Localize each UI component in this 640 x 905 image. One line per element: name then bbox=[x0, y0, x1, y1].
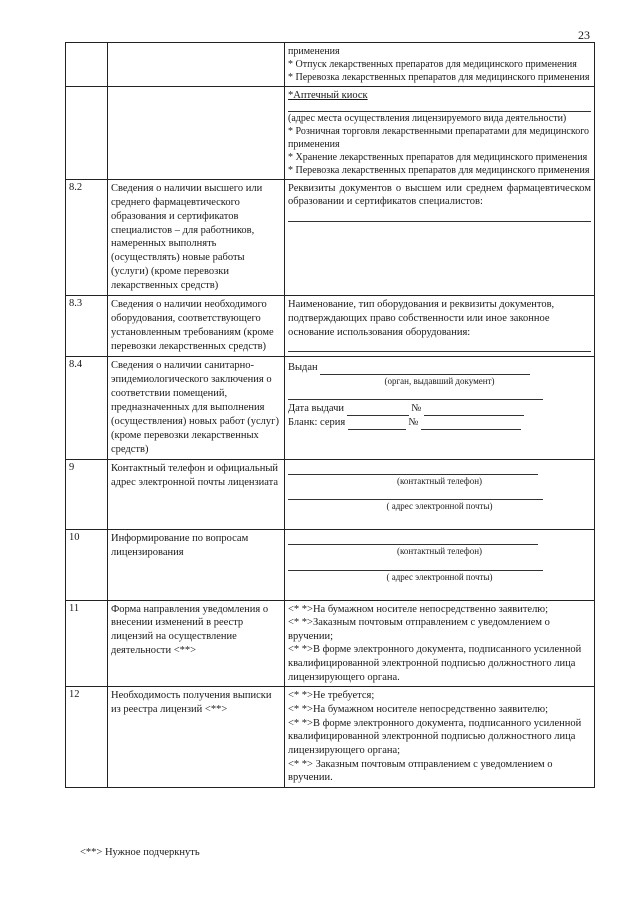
equipment-line[interactable] bbox=[288, 339, 591, 352]
list-item: * Хранение лекарственных препаратов для медицинского применения bbox=[288, 151, 588, 163]
equipment-text: Наименование, тип оборудования и реквизиты документов, подтверждающих право собственности или иное законное основание использования оборудования: bbox=[288, 299, 555, 338]
row-content-cell bbox=[285, 600, 595, 687]
blank-series-label: Бланк: серия bbox=[288, 417, 346, 429]
license-application-table bbox=[65, 42, 595, 788]
row-content-cell bbox=[285, 179, 595, 296]
number-field[interactable] bbox=[424, 405, 524, 416]
option-item[interactable]: <* *>В форме электронного документа, подписанного усиленной квалифицированной электронной подписью должностного лица лицензирующего органа; bbox=[288, 717, 582, 756]
option-item[interactable]: <* *>На бумажном носителе непосредственно заявителю; bbox=[288, 603, 549, 615]
row-content-cell bbox=[285, 530, 595, 600]
blank-number-field[interactable] bbox=[421, 419, 521, 430]
row-label: Сведения о наличии санитарно-эпидемиологического заключения о соответствии помещений, предназначенных для выполнения (осуществления) новых работ (услуг) (кроме перевозки лекарственных средств) bbox=[108, 357, 285, 460]
issuer-caption: (орган, выдавший документ) bbox=[384, 375, 495, 386]
row-label: Контактный телефон и официальный адрес электронной почты лицензиата bbox=[108, 459, 285, 529]
row-content-cell bbox=[285, 687, 595, 787]
list-item: * Отпуск лекарственных препаратов для медицинского применения bbox=[288, 59, 577, 70]
table-row bbox=[66, 459, 595, 529]
row-content-cell bbox=[285, 43, 595, 87]
list-item: * Розничная торговля лекарственными препаратами для медицинского применения bbox=[288, 125, 590, 150]
page-number: 23 bbox=[578, 28, 590, 42]
email-line[interactable] bbox=[288, 487, 543, 500]
row-content-cell bbox=[285, 296, 595, 357]
table-row bbox=[66, 43, 595, 87]
kiosk-title: *Аптечный киоск bbox=[288, 90, 368, 101]
option-item[interactable]: <* *>На бумажном носителе непосредственно заявителю; bbox=[288, 703, 549, 715]
issue-date-label: Дата выдачи bbox=[288, 403, 345, 415]
issuer-line[interactable] bbox=[288, 387, 543, 400]
series-field[interactable] bbox=[348, 419, 406, 430]
row-label-cell bbox=[108, 43, 285, 87]
row-number: 8.3 bbox=[66, 296, 108, 357]
list-item: применения bbox=[288, 46, 340, 57]
row-number-cell bbox=[66, 43, 108, 87]
number-sign: № bbox=[411, 403, 422, 415]
issuer-field[interactable] bbox=[320, 364, 530, 375]
list-item: * Перевозка лекарственных препаратов для медицинского применения bbox=[288, 164, 590, 176]
phone-caption: (контактный телефон) bbox=[396, 546, 483, 557]
row-number-cell bbox=[66, 87, 108, 180]
issue-date-field[interactable] bbox=[347, 405, 409, 416]
row-content-cell bbox=[285, 459, 595, 529]
table-row bbox=[66, 530, 595, 600]
option-item[interactable]: <* *> Заказным почтовым отправлением с уведомлением о вручении. bbox=[288, 758, 553, 784]
row-number: 10 bbox=[66, 530, 108, 600]
requisites-line[interactable] bbox=[288, 209, 591, 222]
row-label: Форма направления уведомления о внесении изменений в реестр лицензий на осуществление деятельности <**> bbox=[108, 600, 285, 687]
row-label: Сведения о наличии необходимого оборудования, соответствующего установленным требованиям (кроме перевозки лекарственных средств) bbox=[108, 296, 285, 357]
table-row bbox=[66, 296, 595, 357]
row-label: Информирование по вопросам лицензирования bbox=[108, 530, 285, 600]
row-label: Необходимость получения выписки из реестра лицензий <**> bbox=[108, 687, 285, 787]
table-row bbox=[66, 179, 595, 296]
email-caption: ( адрес электронной почты) bbox=[386, 501, 493, 512]
row-label: Сведения о наличии высшего или среднего фармацевтического образования и сертификатов специалистов – для работников, намеренных выполнять (осуществлять) новые работы (услуги) (кроме перевозки лекарственных средств) bbox=[108, 179, 285, 296]
row-number: 11 bbox=[66, 600, 108, 687]
row-number: 12 bbox=[66, 687, 108, 787]
table-row bbox=[66, 600, 595, 687]
list-item: * Перевозка лекарственных препаратов для медицинского применения bbox=[288, 72, 590, 83]
address-line[interactable] bbox=[288, 103, 591, 112]
table-row bbox=[66, 357, 595, 460]
table-row bbox=[66, 87, 595, 180]
footnote: <**> Нужное подчеркнуть bbox=[80, 847, 200, 858]
row-number: 9 bbox=[66, 459, 108, 529]
option-item[interactable]: <* *>Заказным почтовым отправлением с уведомлением о вручении; bbox=[288, 617, 550, 642]
address-caption: (адрес места осуществления лицензируемого вида деятельности) bbox=[288, 112, 567, 124]
option-item[interactable]: <* *>Не требуется; bbox=[288, 690, 375, 702]
option-item[interactable]: <* *>В форме электронного документа, подписанного усиленной квалифицированной электронной подписью должностного лица лицензирующего органа. bbox=[288, 644, 582, 683]
requisites-text: Реквизиты документов о высшем или среднем фармацевтическом образовании и сертификатов специалистов: bbox=[288, 182, 591, 208]
email-line[interactable] bbox=[288, 558, 543, 571]
email-caption: ( адрес электронной почты) bbox=[386, 571, 493, 582]
phone-line[interactable] bbox=[288, 532, 538, 545]
number-sign: № bbox=[408, 417, 419, 429]
table-row bbox=[66, 687, 595, 787]
phone-caption: (контактный телефон) bbox=[396, 475, 483, 486]
issued-label: Выдан bbox=[288, 362, 318, 374]
row-content-cell bbox=[285, 357, 595, 460]
phone-line[interactable] bbox=[288, 462, 538, 475]
row-number: 8.2 bbox=[66, 179, 108, 296]
row-number: 8.4 bbox=[66, 357, 108, 460]
row-label-cell bbox=[108, 87, 285, 180]
row-content-cell bbox=[285, 87, 595, 180]
